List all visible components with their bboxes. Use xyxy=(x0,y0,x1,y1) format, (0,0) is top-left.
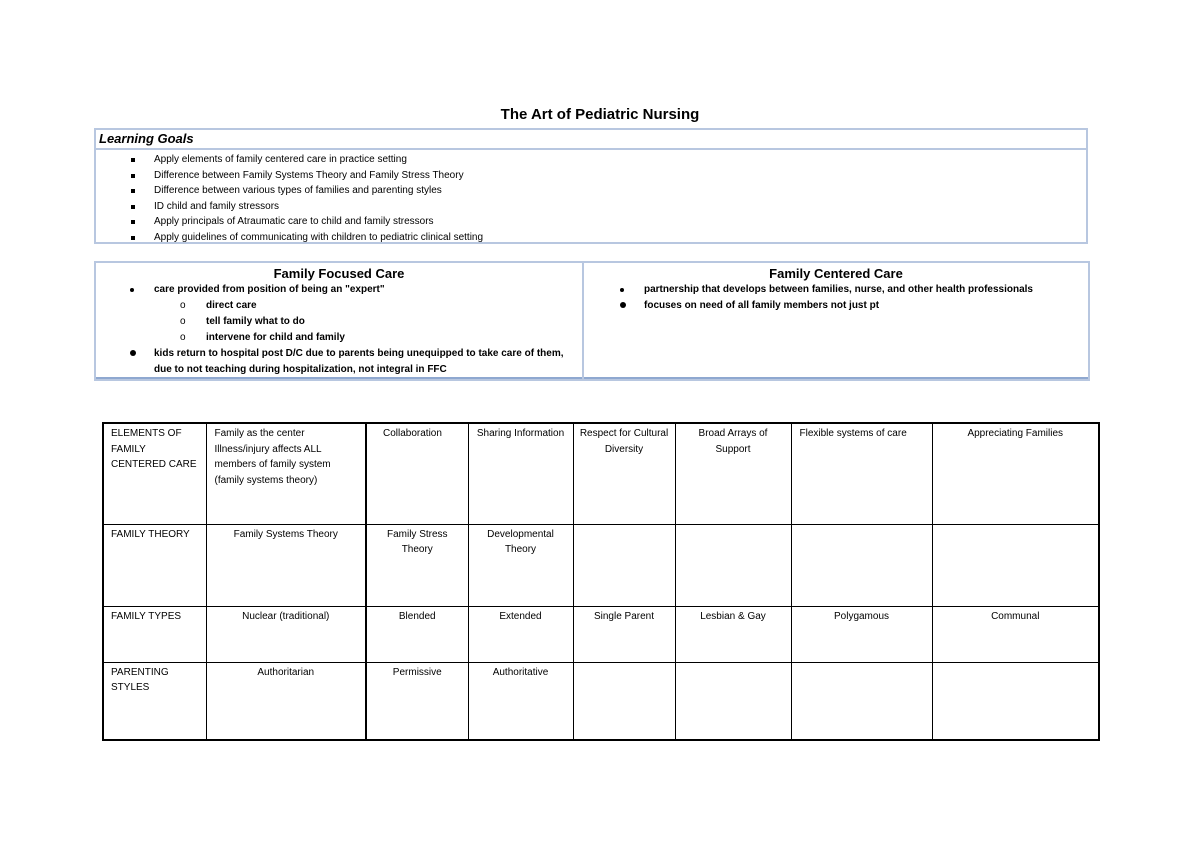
list-item: Difference between various types of families and parenting styles xyxy=(96,183,1086,199)
list-item: o intervene for child and family xyxy=(96,330,582,346)
list-item: Difference between Family Systems Theory and Family Stress Theory xyxy=(96,168,1086,184)
table-cell xyxy=(932,524,1099,606)
learning-goals-list xyxy=(96,150,1086,246)
table-row xyxy=(103,524,1099,606)
row-label: ELEMENTS OF FAMILY CENTERED CARE xyxy=(103,423,206,524)
table-cell: Sharing Information xyxy=(468,423,573,524)
list-item: focuses on need of all family members not just pt xyxy=(584,298,1088,314)
list-item: Apply principals of Atraumatic care to child and family stressors xyxy=(96,214,1086,230)
table-cell: Family Stress Theory xyxy=(366,524,468,606)
row-label: FAMILY THEORY xyxy=(103,524,206,606)
row-label: PARENTING STYLES xyxy=(103,662,206,740)
learning-goals-heading: Learning Goals xyxy=(96,130,1086,150)
table-cell: Extended xyxy=(468,606,573,662)
table-cell: Communal xyxy=(932,606,1099,662)
table-cell: Respect for Cultural Diversity xyxy=(573,423,675,524)
table-row xyxy=(103,606,1099,662)
bullet-icon xyxy=(620,288,624,292)
table-cell: Broad Arrays of Support xyxy=(675,423,791,524)
page-title: The Art of Pediatric Nursing xyxy=(500,106,700,123)
table-cell xyxy=(675,524,791,606)
table-cell: Flexible systems of care xyxy=(791,423,932,524)
table-cell: Nuclear (traditional) xyxy=(206,606,366,662)
family-focused-care-heading: Family Focused Care xyxy=(273,266,405,281)
square-bullet-icon xyxy=(131,220,135,224)
family-focused-care-column xyxy=(96,263,584,379)
table-cell: Appreciating Families xyxy=(932,423,1099,524)
table-cell: Family as the center Illness/injury affects ALL members of family system (family systems theory) xyxy=(206,423,366,524)
care-comparison-box xyxy=(94,261,1090,381)
list-item: Apply guidelines of communicating with children to pediatric clinical setting xyxy=(96,230,1086,246)
square-bullet-icon xyxy=(131,189,135,193)
table-cell xyxy=(932,662,1099,740)
table-cell: Authoritarian xyxy=(206,662,366,740)
table-cell xyxy=(791,662,932,740)
family-care-elements-table xyxy=(102,422,1100,741)
square-bullet-icon xyxy=(131,205,135,209)
family-centered-care-heading: Family Centered Care xyxy=(769,266,903,281)
table-row xyxy=(103,423,1099,524)
table-cell xyxy=(791,524,932,606)
list-item: Apply elements of family centered care in practice setting xyxy=(96,152,1086,168)
learning-goals-box xyxy=(94,128,1088,244)
bullet-icon xyxy=(620,302,626,308)
table-cell: Developmental Theory xyxy=(468,524,573,606)
table-row xyxy=(103,662,1099,740)
table-cell: Collaboration xyxy=(366,423,468,524)
list-item: partnership that develops between families, nurse, and other health professionals xyxy=(584,282,1088,298)
circle-bullet-icon: o xyxy=(180,332,186,343)
square-bullet-icon xyxy=(131,174,135,178)
table-cell: Polygamous xyxy=(791,606,932,662)
table-cell: Family Systems Theory xyxy=(206,524,366,606)
table-cell xyxy=(573,524,675,606)
family-centered-care-column xyxy=(584,263,1088,379)
bullet-icon xyxy=(130,350,136,356)
table-cell: Permissive xyxy=(366,662,468,740)
list-item: ID child and family stressors xyxy=(96,199,1086,215)
bullet-icon xyxy=(130,288,134,292)
table-cell: Authoritative xyxy=(468,662,573,740)
circle-bullet-icon: o xyxy=(180,300,186,311)
list-item: o direct care xyxy=(96,298,582,314)
square-bullet-icon xyxy=(131,236,135,240)
row-label: FAMILY TYPES xyxy=(103,606,206,662)
table-cell: Lesbian & Gay xyxy=(675,606,791,662)
table-cell: Blended xyxy=(366,606,468,662)
table-cell: Single Parent xyxy=(573,606,675,662)
list-item: care provided from position of being an "expert" xyxy=(96,282,582,298)
table-cell xyxy=(573,662,675,740)
table-cell xyxy=(675,662,791,740)
list-item: kids return to hospital post D/C due to parents being unequipped to take care of them, due to not teaching during hospitalization, not integral in FFC xyxy=(96,346,582,378)
square-bullet-icon xyxy=(131,158,135,162)
list-item: o tell family what to do xyxy=(96,314,582,330)
circle-bullet-icon: o xyxy=(180,316,186,327)
